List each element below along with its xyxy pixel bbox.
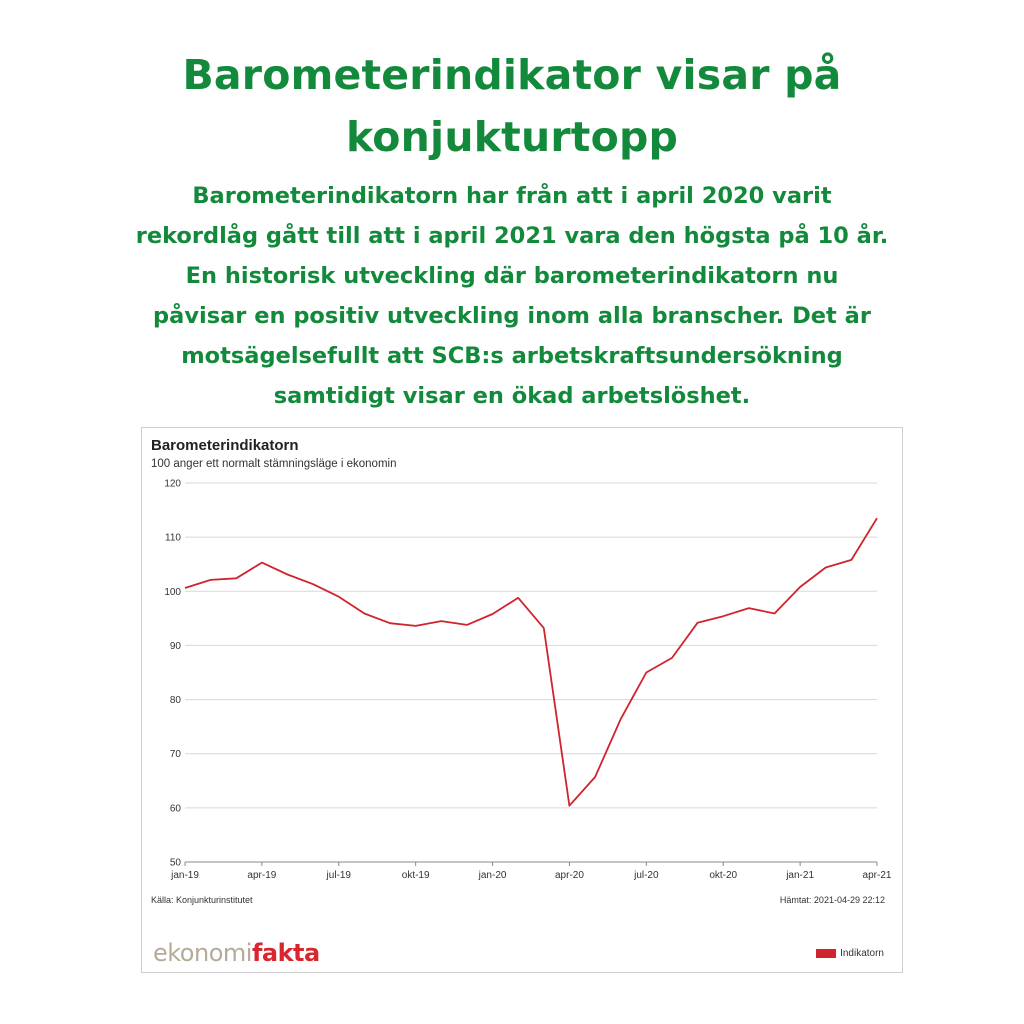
chart-card [141, 427, 903, 973]
y-tick-label: 100 [164, 586, 181, 598]
lead-line-1: Barometerindikatorn har från att i april 2020 varit [192, 183, 832, 209]
data-point [593, 775, 597, 779]
data-point [824, 565, 828, 569]
y-tick-label: 50 [169, 857, 181, 869]
data-point [465, 623, 469, 627]
data-point [542, 626, 546, 630]
x-tick-label: apr-19 [247, 870, 277, 881]
chart-subtitle: 100 anger ett normalt stämningsläge i ekonomin [151, 458, 397, 470]
lead-line-3: En historisk utveckling där barometerindikatorn nu [185, 263, 839, 289]
y-tick-label: 110 [165, 532, 181, 544]
data-point [183, 586, 187, 590]
series-line-indikatorn [185, 518, 877, 806]
data-point [260, 560, 264, 564]
data-point [644, 670, 648, 674]
y-tick-label: 60 [169, 803, 181, 815]
data-point [567, 803, 571, 807]
x-tick-label: jan-21 [786, 870, 815, 881]
data-point [490, 612, 494, 616]
headline-line-2: konjukturtopp [345, 113, 679, 161]
data-point [388, 621, 392, 625]
x-tick-label: jul-20 [634, 870, 659, 881]
data-point [311, 582, 315, 586]
ekonomifakta-logo [153, 939, 320, 967]
headline [0, 44, 1024, 168]
lead-line-5: motsägelsefullt att SCB:s arbetskraftsundersökning [181, 343, 843, 369]
data-point [285, 572, 289, 576]
y-tick-label: 70 [169, 749, 181, 761]
chart-source: Källa: Konjunkturinstitutet [151, 895, 253, 905]
data-point [619, 717, 623, 721]
headline-line-1: Barometerindikator visar på [182, 51, 842, 99]
lead-line-6: samtidigt visar en ökad arbetslöshet. [273, 383, 751, 409]
x-tick-label: jan-19 [171, 870, 199, 881]
y-tick-label: 120 [164, 478, 181, 490]
data-point [772, 611, 776, 615]
line-chart [142, 428, 902, 888]
data-point [695, 620, 699, 624]
lead-line-4: påvisar en positiv utveckling inom alla branscher. Det är [153, 303, 871, 329]
x-tick-label: okt-19 [401, 870, 430, 881]
data-point [208, 578, 212, 582]
data-point [439, 619, 443, 623]
y-tick-label: 80 [169, 695, 181, 707]
data-point [516, 596, 520, 600]
y-tick-label: 90 [169, 640, 181, 652]
x-tick-label: jul-19 [326, 870, 352, 881]
x-tick-label: apr-20 [554, 870, 584, 881]
lead-text [60, 176, 964, 416]
x-tick-label: apr-21 [862, 870, 892, 881]
data-point [234, 576, 238, 580]
chart-title: Barometerindikatorn [151, 437, 299, 454]
data-point [670, 656, 674, 660]
data-point [849, 558, 853, 562]
x-tick-label: jan-20 [478, 870, 507, 881]
legend-swatch [816, 949, 836, 958]
data-point [798, 585, 802, 589]
logo-part-2: fakta [251, 939, 320, 967]
data-point [362, 611, 366, 615]
data-point [875, 516, 879, 520]
data-point [413, 624, 417, 628]
lead-line-2: rekordlåg gått till att i april 2021 vara den högsta på 10 år. [135, 223, 889, 249]
chart-fetched-time: Hämtat: 2021-04-29 22:12 [779, 895, 885, 905]
logo-part-1: ekonomi [153, 939, 252, 967]
data-point [337, 595, 341, 599]
legend-label: Indikatorn [840, 948, 884, 959]
x-tick-label: okt-20 [709, 870, 738, 881]
chart-legend [816, 948, 884, 959]
data-point [721, 614, 725, 618]
data-point [747, 606, 751, 610]
